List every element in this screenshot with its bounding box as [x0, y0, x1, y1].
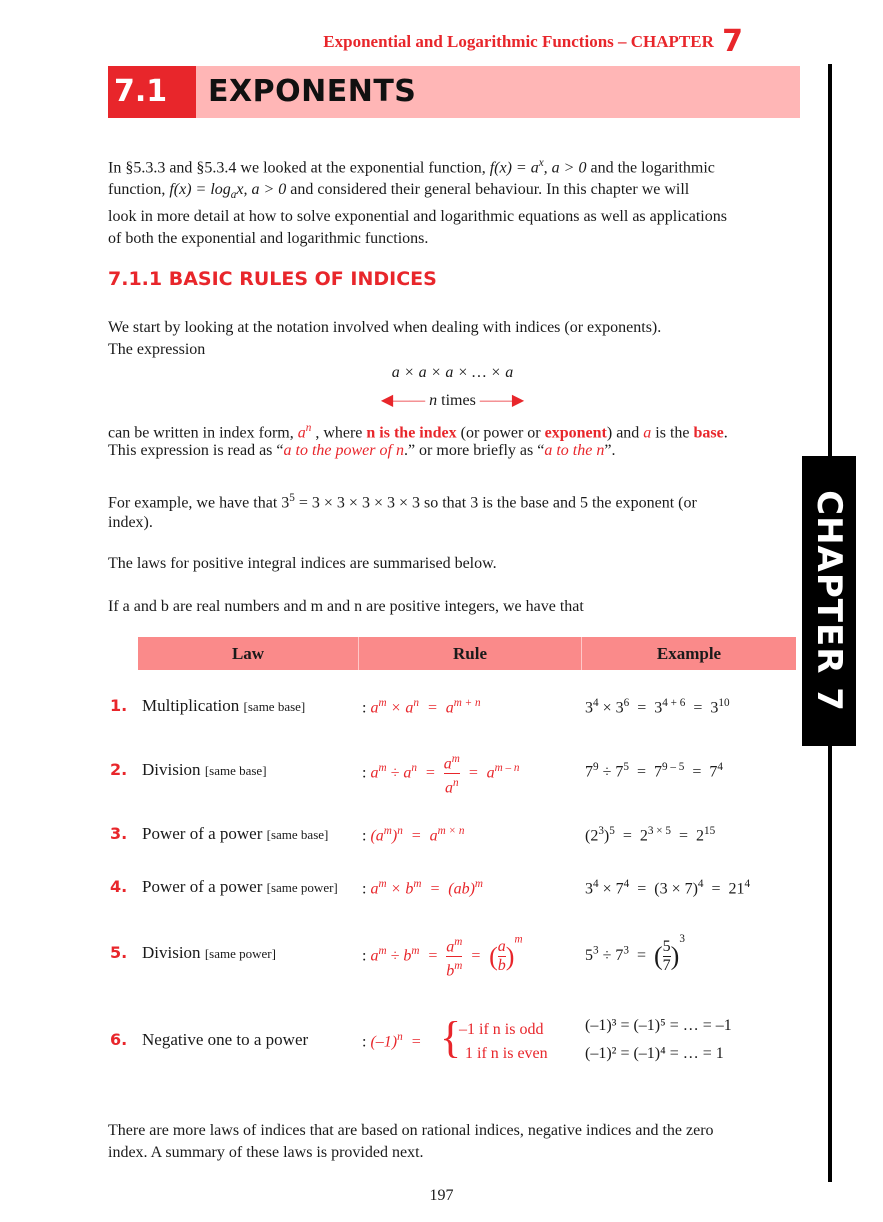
running-header: [323, 24, 743, 59]
intro-line-4: of both the exponential and logarithmic functions.: [108, 230, 429, 247]
law-rule: : $a^m \div b^m$ = $\frac{a^m}{b^m}$ = ( $\frac{a}{b}$ )$^m$: [362, 933, 523, 980]
law-name: Power of a power [same power]: [142, 877, 338, 896]
header-law: Law: [231, 644, 265, 663]
case-odd: –1 if n is odd: [459, 1021, 544, 1038]
law-name: Negative one to a power: [142, 1030, 309, 1049]
case-even: 1 if n is even: [465, 1045, 548, 1062]
expression-n-times: ◀—— n times ——▶: [380, 392, 525, 409]
intro-line-1: In §5.3.3 and §5.3.4 we looked at the exponential function, $f(x) = a^x$, a > 0 and the logarithmic: [108, 157, 715, 177]
law-example: $5^3 \div 7^3$ = ( $\frac{5}{7}$ )$^3$: [585, 933, 685, 974]
header-example: Example: [656, 644, 722, 663]
chapter-side-tab-label: CHAPTER 7: [809, 490, 849, 712]
section-banner: [108, 66, 800, 118]
law-name: Division [same base]: [142, 760, 267, 779]
law-example-even: (–1)² = (–1)⁴ = … = 1: [585, 1045, 724, 1062]
law-example: $7^9 \div 7^5 = 7^{9 - 5} = 7^4$: [585, 761, 723, 781]
law-name: Power of a power [same base]: [142, 824, 329, 843]
law-example: $(2^3)^5 = 2^{3 \times 5} = 2^{15}$: [585, 825, 716, 845]
intro-line-3: look in more detail at how to solve exponential and logarithmic equations as well as applications: [108, 208, 727, 225]
body-p6: If a and b are real numbers and m and n are positive integers, we have that: [108, 598, 584, 615]
header-rule: Rule: [453, 644, 487, 663]
law-name: Division [same power]: [142, 943, 276, 962]
law-rule: : $(-1)^n$ =: [362, 1031, 422, 1051]
running-title: Exponential and Logarithmic Functions – CHAPTER: [323, 32, 714, 51]
subsection-heading: 7.1.1 BASIC RULES OF INDICES: [108, 268, 437, 290]
law-example: $3^4 \times 7^4 = (3 \times 7)^4 = 21^4$: [585, 878, 751, 898]
law-rule: : $a^m \div a^n$ = $\frac{a^m}{a^n}$ = $a^{m - n}$: [362, 753, 520, 797]
body-p1-line2: The expression: [108, 341, 206, 358]
section-number: 7.1: [108, 66, 196, 118]
law-example: $3^4 \times 3^6 = 3^{4 + 6} = 3^{10}$: [585, 697, 730, 717]
law-name: Multiplication [same base]: [142, 696, 306, 715]
chapter-side-tab: [802, 456, 856, 746]
law-number: 3.: [110, 824, 128, 843]
law-number: 5.: [110, 943, 128, 962]
law-rule: : $(a^m)^n = a^{m \times n}$: [362, 825, 465, 845]
arrow-right-icon: ——▶: [479, 392, 525, 409]
body-p2: can be written in index form, $a^n$ , where n is the index (or power or exponent) and a is the base.: [108, 422, 728, 442]
section-title: EXPONENTS: [208, 74, 417, 109]
body-p3: This expression is read as “a to the power of n.” or more briefly as “a to the n”.: [108, 442, 616, 459]
body-p4-line1: For example, we have that $3^5 = 3 \times 3 \times 3 \times 3 \times 3$ so that 3 is the base and 5 the exponent (or: [108, 492, 697, 512]
body-p1-line1: We start by looking at the notation involved when dealing with indices (or exponents).: [108, 319, 662, 336]
law-number: 4.: [110, 877, 128, 896]
intro-line-2: function, $f(x) = \log_ax$, a > 0 and considered their general behaviour. In this chapter we will: [108, 181, 690, 202]
law-number: 6.: [110, 1030, 128, 1049]
body-p4-line2: index).: [108, 514, 153, 531]
closing-line-2: index. A summary of these laws is provided next.: [108, 1144, 424, 1161]
closing-line-1: There are more laws of indices that are based on rational indices, negative indices and the zero: [108, 1122, 714, 1139]
arrow-left-icon: ◀——: [380, 392, 426, 409]
law-rule: : $a^m \times b^m = (ab)^m$: [362, 878, 483, 898]
law-example-odd: (–1)³ = (–1)⁵ = … = –1: [585, 1017, 732, 1034]
running-chapter-number: 7: [722, 24, 743, 59]
law-number: 2.: [110, 760, 128, 779]
law-rule: : $a^m \times a^n = a^{m + n}$: [362, 697, 481, 717]
body-p5: The laws for positive integral indices are summarised below.: [108, 555, 497, 572]
laws-table-header: [138, 637, 796, 670]
brace-icon: {: [440, 1013, 462, 1062]
law-number: 1.: [110, 696, 128, 715]
page-number: 197: [429, 1187, 454, 1204]
expression-product: a × a × a × … × a: [391, 364, 514, 381]
